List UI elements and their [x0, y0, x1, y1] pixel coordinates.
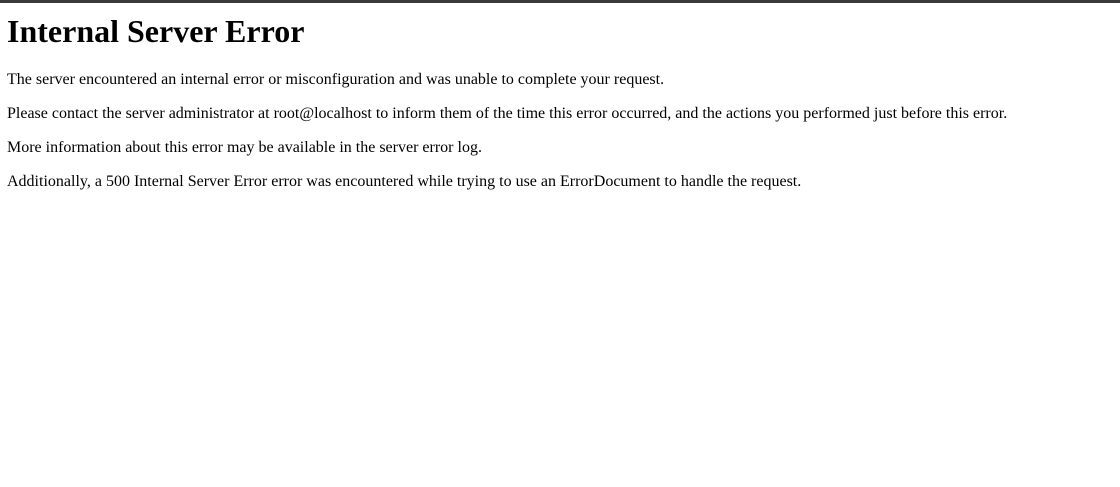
- error-document-paragraph: Additionally, a 500 Internal Server Error error was encountered while trying to use an ErrorDocument to handle the request.: [7, 173, 802, 190]
- contact-admin-paragraph: Please contact the server administrator at root@localhost to inform them of the time this error occurred, and the actions you performed just before this error.: [7, 105, 1008, 122]
- error-page-content: [0, 12, 1120, 192]
- top-border: [0, 0, 1120, 3]
- page-title: Internal Server Error: [7, 13, 305, 49]
- error-log-paragraph: More information about this error may be available in the server error log.: [7, 139, 482, 156]
- error-message-paragraph: The server encountered an internal error or misconfiguration and was unable to complete your request.: [7, 71, 665, 88]
